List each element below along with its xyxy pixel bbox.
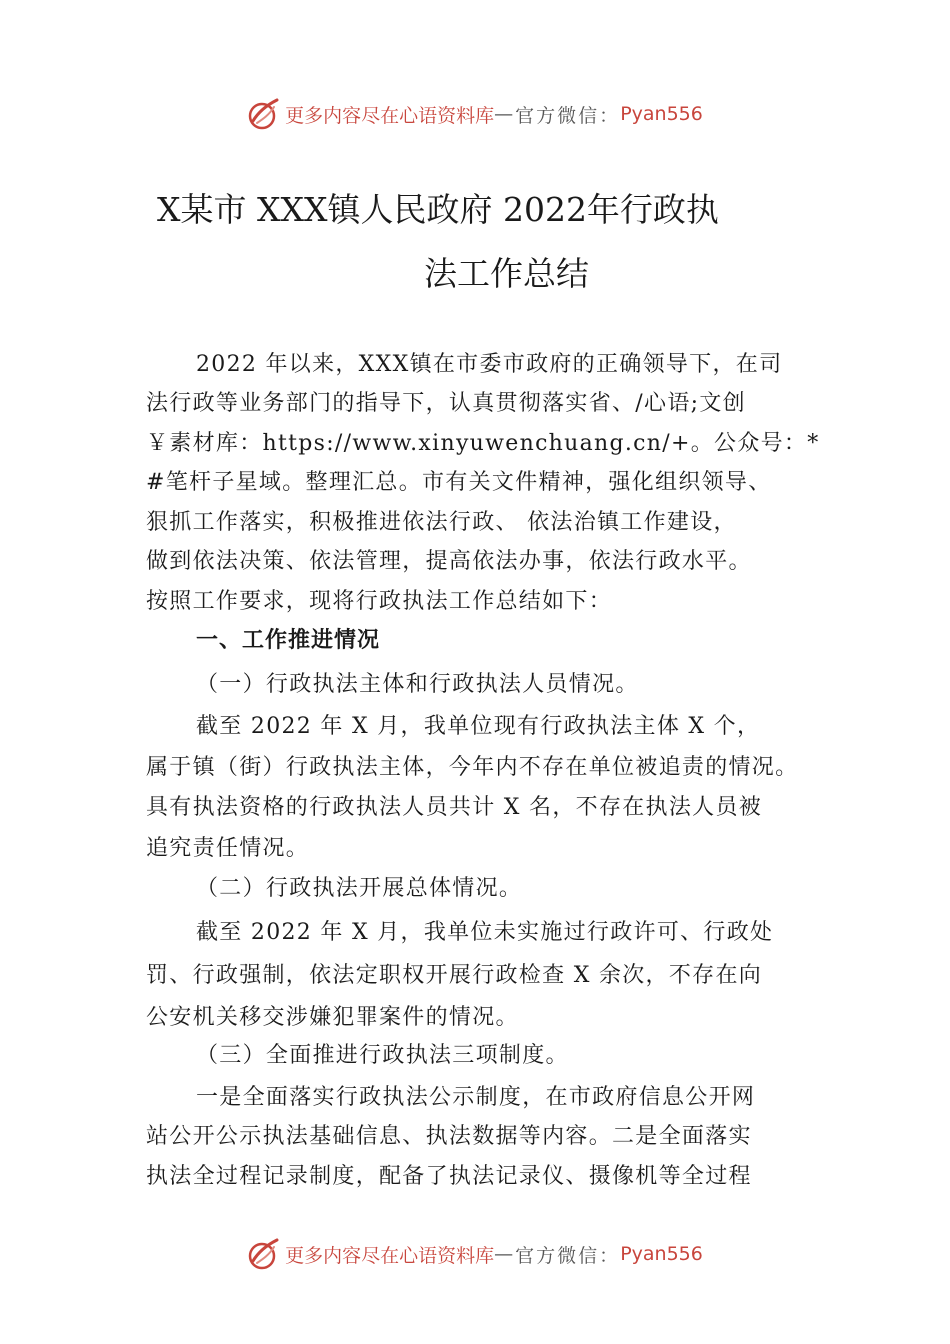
watermark-dash: —	[494, 1243, 516, 1265]
paragraph-line: 截至 2022 年 X 月，我单位未实施过行政许可、行政处	[196, 920, 774, 945]
watermark-footer	[0, 1234, 950, 1274]
subsection-heading: （二）行政执法开展总体情况。	[196, 876, 523, 901]
paragraph-line: 2022 年以来，XXX镇在市委市政府的正确领导下，在司	[196, 352, 783, 377]
watermark-wechat-id: Pyan556	[620, 1243, 703, 1265]
paragraph-line: 按照工作要求，现将行政执法工作总结如下：	[146, 589, 613, 614]
section-heading: 一、工作推进情况	[196, 628, 381, 653]
paragraph-line: 属于镇（街）行政执法主体，今年内不存在单位被追责的情况。	[146, 755, 799, 780]
paragraph-line: 罚、行政强制，依法定职权开展行政检查 X 余次，不存在向	[146, 963, 763, 988]
paragraph-line: 执法全过程记录制度，配备了执法记录仪、摄像机等全过程	[146, 1164, 752, 1189]
paragraph-line: 狠抓工作落实，积极推进依法行政、 依法治镇工作建设，	[146, 510, 737, 535]
paragraph-line: 做到依法决策、依法管理，提高依法办事，依法行政水平。	[146, 549, 752, 574]
paragraph-line: 截至 2022 年 X 月，我单位现有行政执法主体 X 个，	[196, 714, 761, 739]
subsection-heading: （一）行政执法主体和行政执法人员情况。	[196, 672, 639, 697]
subsection-heading: （三）全面推进行政执法三项制度。	[196, 1043, 569, 1068]
watermark-brand: 更多内容尽在心语资料库	[285, 1244, 495, 1267]
brush-logo-icon	[247, 97, 281, 131]
watermark-label: 官方微信：	[515, 104, 621, 127]
paragraph-line: ￥素材库：https://www.xinyuwenchuang.cn/+。公众号：*	[146, 431, 820, 456]
paragraph-line: 法行政等业务部门的指导下，认真贯彻落实省、/心语;文创	[146, 391, 746, 416]
paragraph-line: 追究责任情况。	[146, 836, 310, 861]
watermark-header	[0, 94, 950, 134]
document-title-line-2: 法工作总结	[424, 254, 589, 293]
paragraph-line: 一是全面落实行政执法公示制度，在市政府信息公开网	[196, 1085, 756, 1110]
document-title-line-1: X某市 XXX镇人民政府 2022年行政执	[157, 190, 719, 229]
brush-logo-icon	[247, 1237, 281, 1271]
watermark-dash: —	[494, 103, 516, 125]
paragraph-line: 具有执法资格的行政执法人员共计 X 名，不存在执法人员被	[146, 795, 763, 820]
paragraph-line: 站公开公示执法基础信息、执法数据等内容。二是全面落实	[146, 1124, 752, 1149]
paragraph-line: #笔杆子星域。整理汇总。市有关文件精神，强化组织领导、	[146, 470, 772, 495]
watermark-label: 官方微信：	[515, 1244, 621, 1267]
watermark-wechat-id: Pyan556	[620, 103, 703, 125]
paragraph-line: 公安机关移交涉嫌犯罪案件的情况。	[146, 1005, 519, 1030]
watermark-brand: 更多内容尽在心语资料库	[285, 104, 495, 127]
